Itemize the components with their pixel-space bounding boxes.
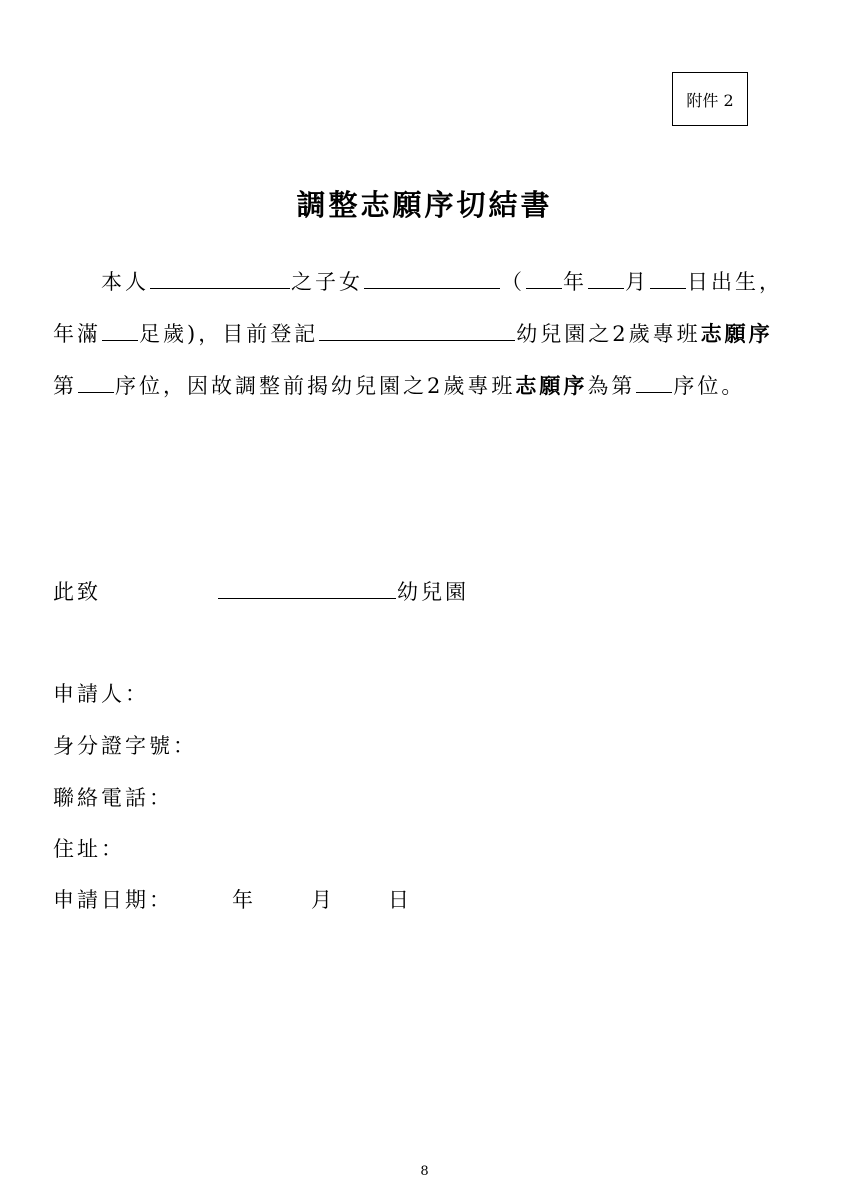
preference-order-label: 志願序 (700, 321, 773, 346)
registered-kindergarten-blank[interactable] (319, 320, 515, 341)
kindergarten-label: 幼兒園 (397, 580, 469, 604)
day-born-label: 日出生， (687, 270, 783, 294)
id-number-label: 身分證字號： (53, 734, 197, 758)
sincerely-label: 此致 (53, 580, 101, 604)
self-label: 本人 (101, 270, 149, 294)
date-year-label: 年 (232, 888, 253, 912)
paren-open: （ (501, 270, 525, 294)
statement-line-3 (53, 372, 745, 400)
attachment-label: 附件 2 (672, 72, 748, 126)
birth-month-blank[interactable] (588, 268, 624, 289)
applicant-label: 申請人： (53, 682, 149, 706)
new-rank-blank[interactable] (636, 372, 672, 393)
child-name-blank[interactable] (364, 268, 500, 289)
phone-label: 聯絡電話： (53, 786, 173, 810)
statement-line-2 (53, 320, 773, 348)
birth-year-blank[interactable] (526, 268, 562, 289)
child-of-label: 之子女 (291, 270, 363, 294)
birth-day-blank[interactable] (650, 268, 686, 289)
application-date-label: 申請日期： (53, 888, 173, 912)
page-title: 調整志願序切結書 (296, 188, 553, 222)
month-label: 月 (625, 270, 649, 294)
kindergarten-class-label: 幼兒園之2歲專班 (516, 322, 701, 346)
original-rank-blank[interactable] (78, 372, 114, 393)
age-blank[interactable] (102, 320, 138, 341)
preference-order-label-2: 志願序 (515, 373, 588, 398)
statement-line-1 (101, 268, 783, 296)
addressee (217, 576, 469, 606)
rank-end-label: 序位。 (673, 374, 746, 398)
year-label: 年 (563, 270, 587, 294)
date-month-label: 月 (311, 888, 332, 912)
date-day-label: 日 (388, 888, 409, 912)
becomes-rank-label: 為第 (587, 374, 636, 398)
rank-label: 第 (53, 374, 77, 398)
age-registered-label: 足歲)，目前登記 (139, 322, 319, 346)
age-full-label: 年滿 (53, 322, 101, 346)
page-number: 8 (420, 1164, 429, 1179)
addressee-kindergarten-blank[interactable] (218, 578, 396, 599)
parent-name-blank[interactable] (150, 268, 290, 289)
adjust-reason-label: 序位，因故調整前揭幼兒園之2歲專班 (115, 374, 516, 398)
address-label: 住址： (53, 837, 125, 861)
